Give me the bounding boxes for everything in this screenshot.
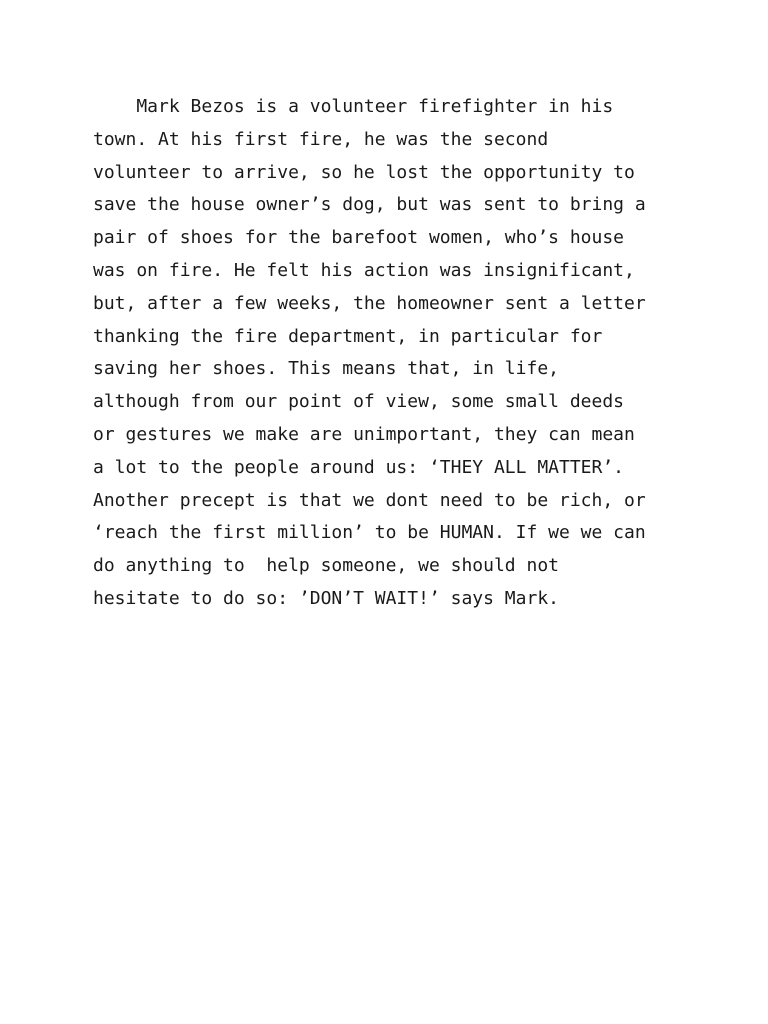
body-paragraph xyxy=(93,91,693,616)
paragraph-line: was on fire. He felt his action was insignificant, xyxy=(93,259,635,281)
paragraph-line: do anything to help someone, we should not xyxy=(93,555,559,577)
paragraph-line: ‘reach the first million’ to be HUMAN. If we we can xyxy=(93,522,646,544)
paragraph-line: a lot to the people around us: ‘THEY ALL MATTER’. xyxy=(93,456,625,478)
paragraph-line: hesitate to do so: ’DON’T WAIT!’ says Mark. xyxy=(93,587,559,609)
paragraph-line: but, after a few weeks, the homeowner sent a letter xyxy=(93,292,646,314)
paragraph-line: pair of shoes for the barefoot women, who’s house xyxy=(93,227,625,249)
paragraph-line: or gestures we make are unimportant, they can mean xyxy=(93,423,635,445)
paragraph-line: save the house owner’s dog, but was sent to bring a xyxy=(93,194,646,216)
paragraph-line: thanking the fire department, in particular for xyxy=(93,325,603,347)
paragraph-line: town. At his first fire, he was the second xyxy=(93,128,549,150)
paragraph-line: saving her shoes. This means that, in life, xyxy=(93,358,559,380)
paragraph-line: Another precept is that we dont need to be rich, or xyxy=(93,489,646,511)
paragraph-line: although from our point of view, some small deeds xyxy=(93,391,625,413)
paragraph-line: volunteer to arrive, so he lost the opportunity to xyxy=(93,161,635,183)
paragraph-line: Mark Bezos is a volunteer firefighter in his xyxy=(93,96,614,117)
